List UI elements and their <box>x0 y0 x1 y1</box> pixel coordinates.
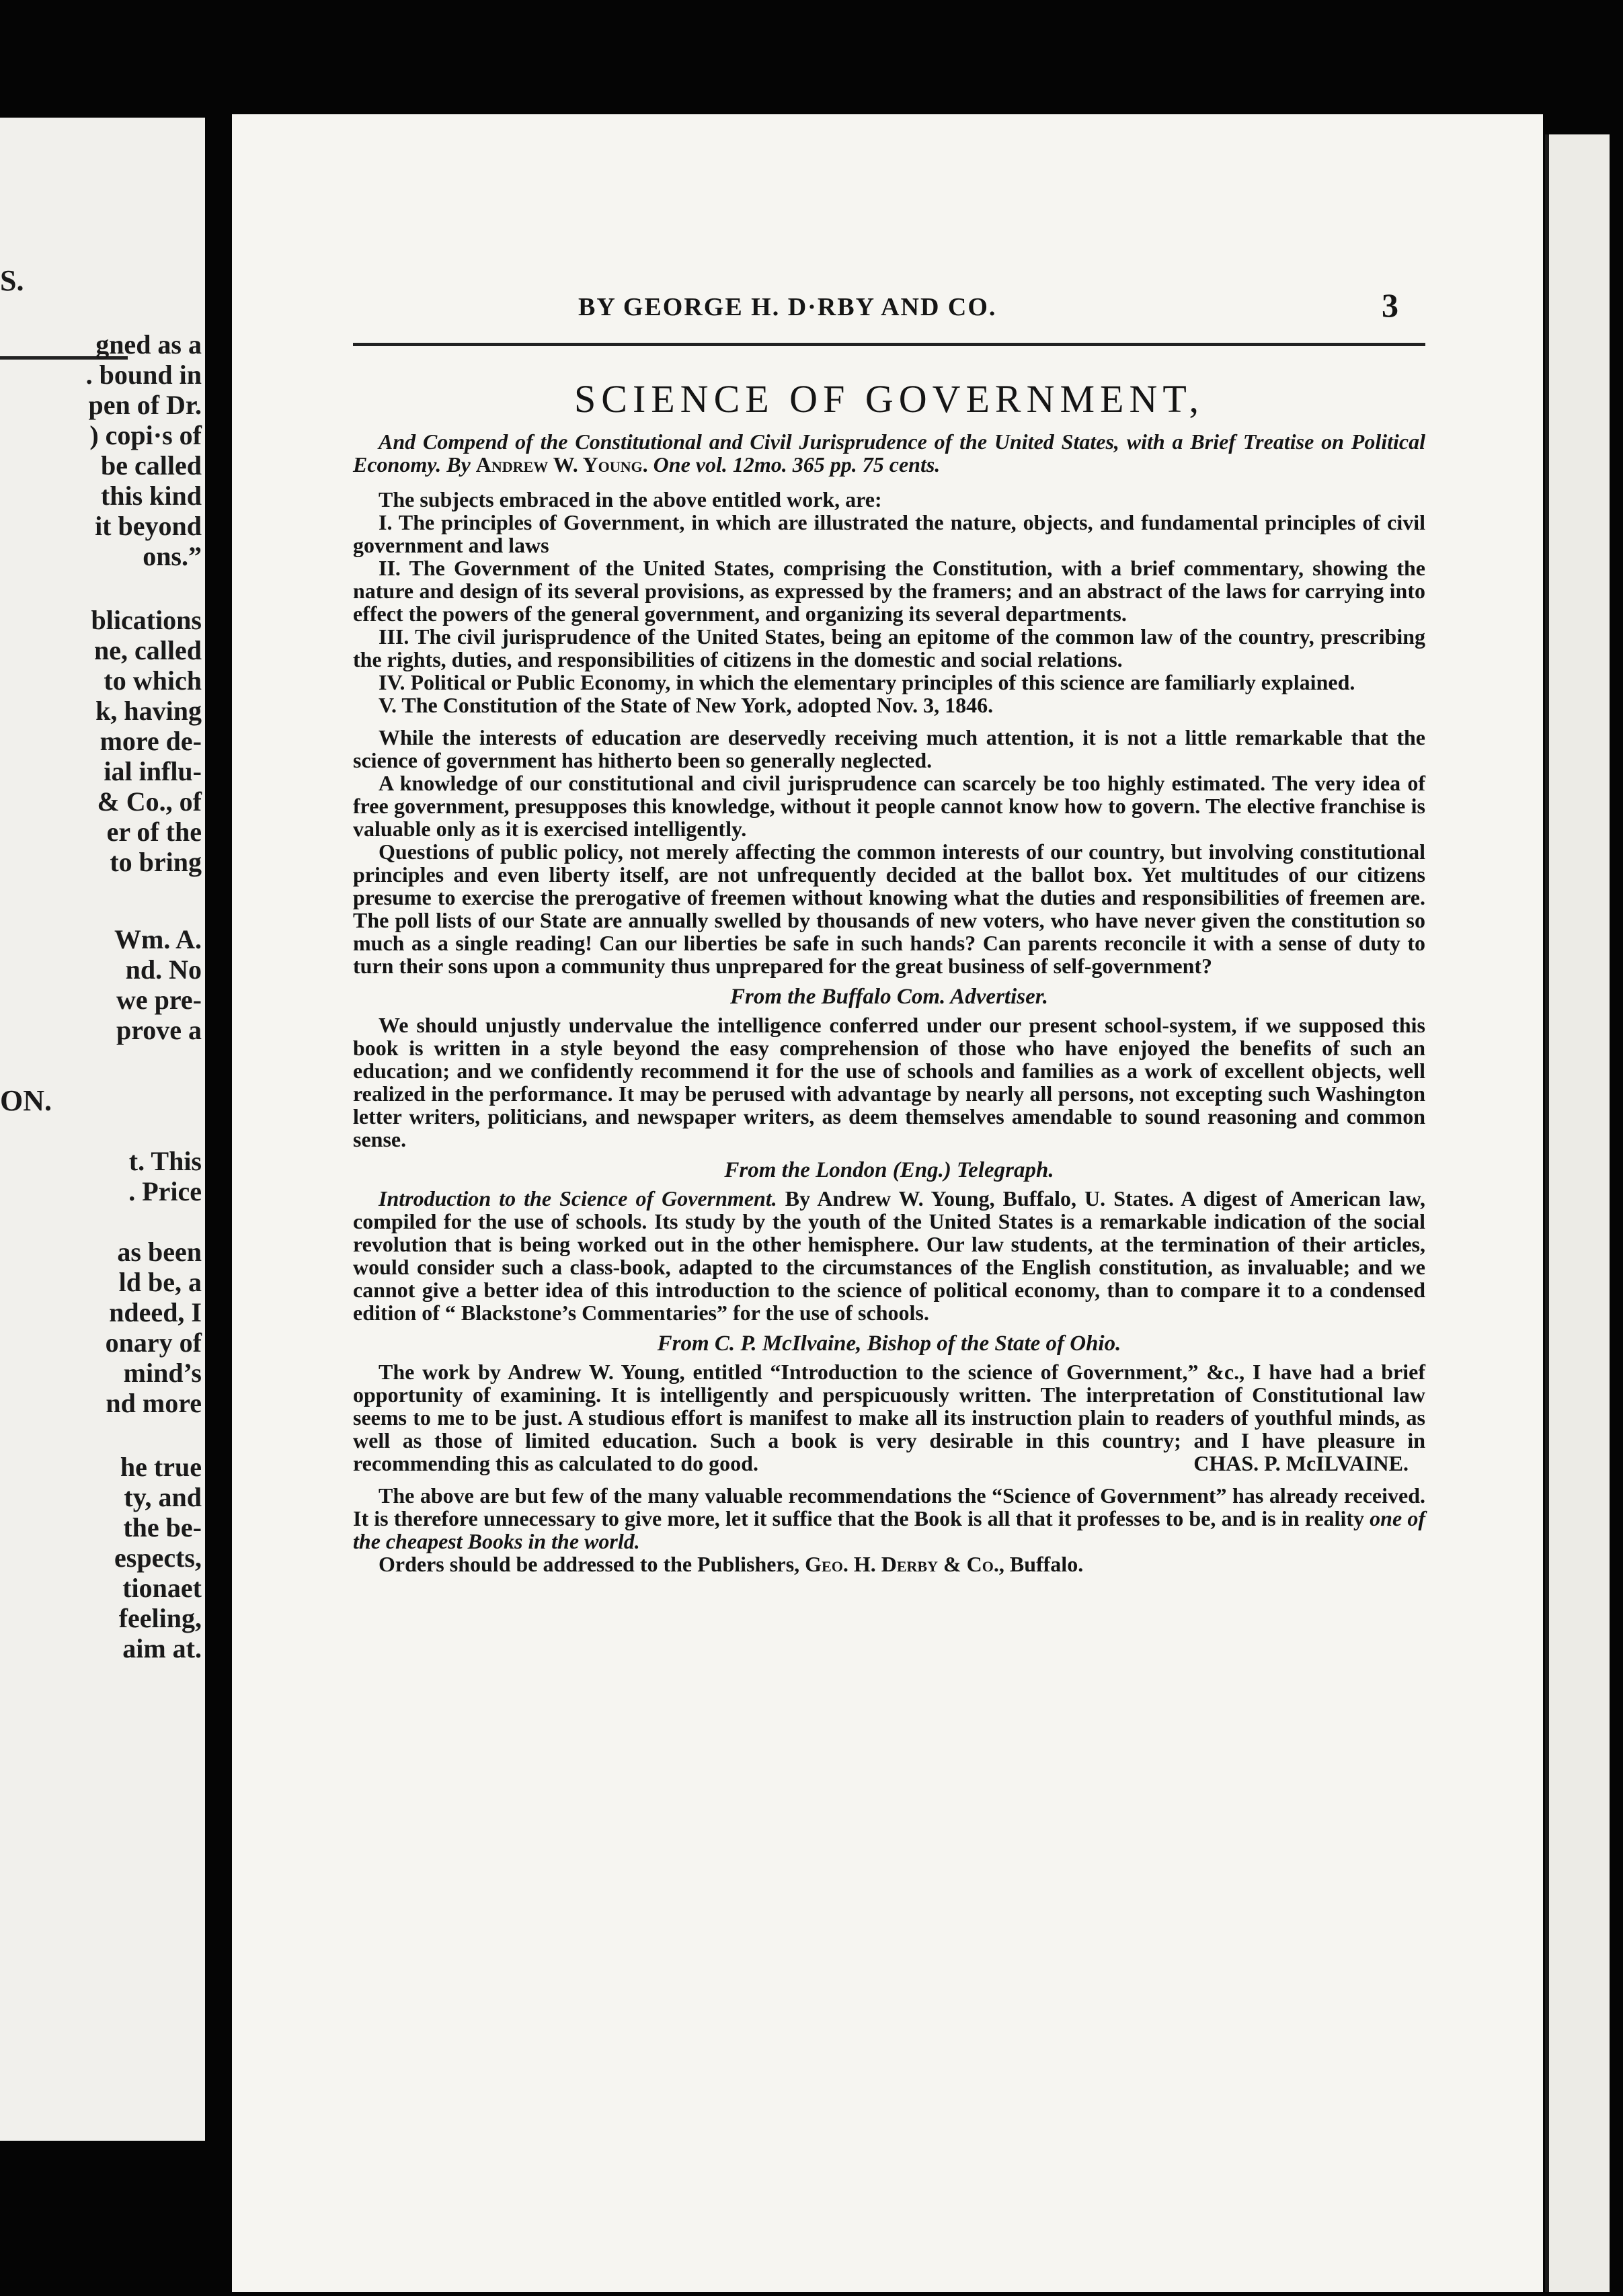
facing-page-fragment: ) copi·s of <box>89 420 202 450</box>
facing-page-left <box>0 118 205 2141</box>
facing-page-fragment: er of the <box>106 817 202 847</box>
publisher-name: Geo. H. Derby & Co. <box>805 1552 999 1576</box>
review-text: We should unjustly undervalue the intelligence conferred under our present school-system, if we supposed this book is written in a style beyond the easy comprehension of those who have enjoyed the benefits of such an education; and we confidently recommend it for the use of schools and families as a work of excellent objects, well realized in the performance. It may be perused with advantage by nearly all persons, not excepting such Washington letter writers, politicians, and newspaper writers, as deem themselves amendable to sound reasoning and common sense. <box>353 1013 1425 1151</box>
list-item: II. The Government of the United States, comprising the Constitution, with a brief commentary, showing the nature and design of its several provisions, as expressed by the framers; and an abstract of the laws for carrying into effect the powers of the general government, and organizing its several departments. <box>353 556 1425 626</box>
closing-emphasis: one of the cheapest Books in the world. <box>353 1506 1426 1553</box>
facing-page-fragment: mind’s <box>123 1358 202 1388</box>
review-signature: CHAS. P. McILVAINE. <box>1193 1451 1409 1475</box>
facing-page-fragment: it beyond <box>95 511 202 541</box>
review-text <box>353 1187 1425 1324</box>
subjects-intro: The subjects embraced in the above entitled work, are: <box>379 487 882 511</box>
facing-page-fragment: S. <box>0 264 24 297</box>
subtitle-by: By <box>446 452 471 477</box>
facing-page-fragment: ON. <box>0 1084 52 1117</box>
review-text: The work by Andrew W. Young, entitled “Introduction to the science of Government,” &c., I have had a brief opportunity of examining. It is intelligently and perspicuously written. The interpretation of Constitutional law seems to me to be just. A studious effort is manifest to make all its instruction plain to readers of youthful minds, as well as those of limited education. Such a book is very desirable in this country; and I have pleasure in recommending this as calculated to do good. <box>353 1360 1425 1475</box>
running-head <box>353 286 1425 339</box>
facing-page-fragment: prove a <box>116 1015 202 1045</box>
orders-line <box>353 1553 1425 1575</box>
subjects-list <box>353 511 1425 716</box>
list-item: III. The civil jurisprudence of the United States, being an epitome of the common law of the country, prescribing the rights, duties, and responsibilities of citizens in the domestic and social relations. <box>353 624 1425 671</box>
running-head-text: BY GEORGE H. D·RBY AND CO. <box>578 293 997 321</box>
advertisement-body <box>353 430 1425 1575</box>
facing-page-fragment: the be- <box>123 1512 202 1543</box>
facing-page-fragment: blications <box>91 605 202 635</box>
facing-page-fragment: he true <box>120 1452 202 1482</box>
book-page <box>232 114 1543 2292</box>
list-item: V. The Constitution of the State of New York, adopted Nov. 3, 1846. <box>379 693 994 717</box>
author-name: Andrew W. Young. <box>475 452 648 477</box>
facing-page-fragment: ons.” <box>143 541 202 571</box>
facing-page-fragment: ndeed, I <box>109 1297 202 1327</box>
facing-page-fragment: gned as a <box>95 329 202 360</box>
facing-page-fragment: tionaet <box>122 1573 202 1603</box>
facing-page-fragment: pen of Dr. <box>88 390 202 420</box>
orders-text: Orders should be addressed to the Publishers, <box>379 1552 805 1576</box>
facing-page-fragment: t. This <box>128 1146 202 1176</box>
facing-page-fragment: . bound in <box>85 360 202 390</box>
essay-paragraph: A knowledge of our constitutional and civil jurisprudence can scarcely be too highly estimated. The very idea of free government, presupposes this knowledge, without it people cannot know how to govern. The elective franchise is valuable only as it is exercised intelligently. <box>353 771 1425 841</box>
facing-page-fragment: as been <box>117 1237 202 1267</box>
facing-page-fragment: feeling, <box>118 1603 202 1633</box>
book-details: One vol. 12mo. 365 pp. 75 cents. <box>653 452 941 477</box>
facing-page-fragment: be called <box>101 450 202 481</box>
facing-page-fragment: ld be, a <box>118 1267 202 1297</box>
page-edge-right <box>1545 134 1610 2292</box>
facing-page-fragment: espects, <box>114 1543 202 1573</box>
facing-page-fragment: to bring <box>110 847 202 877</box>
facing-page-fragment: & Co., of <box>97 786 202 817</box>
review-source: From the Buffalo Com. Advertiser. <box>729 985 1049 1009</box>
facing-page-fragment: . Price <box>128 1176 202 1206</box>
facing-page-fragment: ne, called <box>94 635 202 665</box>
list-item: IV. Political or Public Economy, in which the elementary principles of this science are familiarly explained. <box>379 670 1355 694</box>
facing-page-fragment: nd. No <box>125 954 202 985</box>
review-lead: Introduction to the Science of Government. <box>379 1186 777 1211</box>
facing-page-fragment: aim at. <box>122 1633 202 1664</box>
facing-page-fragment: nd more <box>106 1388 202 1418</box>
closing-paragraph <box>353 1484 1425 1553</box>
closing-text: The above are but few of the many valuable recommendations the “Science of Government” has already received. It is therefore unnecessary to give more, let it suffice that the Book is all that it professes to be, and is in reality <box>353 1483 1425 1530</box>
facing-page-fragment: ial influ- <box>104 756 202 786</box>
subtitle-text: And Compend of the Constitutional and Civil Jurisprudence of the United States, with a Brief Treatise on Political Economy. <box>353 429 1425 477</box>
book-title: SCIENCE OF GOVERNMENT, <box>574 377 1204 421</box>
book-subtitle <box>353 430 1425 476</box>
facing-page-fragment: more de- <box>100 726 202 756</box>
orders-end: , Buffalo. <box>998 1552 1084 1576</box>
page-number: 3 <box>1382 286 1398 324</box>
facing-page-fragment: onary of <box>105 1327 202 1358</box>
review-body: By Andrew W. Young, Buffalo, U. States. A digest of American law, compiled for the use of schools. Its study by the youth of the United States is a remarkable indication of the social revolution that is being worked out in the other hemisphere. Our law students, at the termination of their articles, would consider such a class-book, adapted to the circumstances of the English constitution, as invaluable; and we cannot give a better idea of this introduction to the science of political economy, than to compare it to a condensed edition of “ Blackstone’s Commentaries” for the use of schools. <box>353 1186 1426 1325</box>
facing-page-fragment: we pre- <box>116 985 202 1015</box>
facing-page-fragment: Wm. A. <box>114 924 202 954</box>
essay-paragraph: While the interests of education are deservedly receiving much attention, it is not a little remarkable that the science of government has hitherto been so generally neglected. <box>353 725 1425 772</box>
facing-page-fragment: to which <box>104 665 202 696</box>
facing-page-fragment: k, having <box>95 696 202 726</box>
facing-page-fragment: ty, and <box>124 1482 202 1512</box>
facing-page-fragment: this kind <box>100 481 202 511</box>
list-item: I. The principles of Government, in which are illustrated the nature, objects, and fundamental principles of civil government and laws <box>353 510 1425 557</box>
review-source: From C. P. McIlvaine, Bishop of the State of Ohio. <box>657 1331 1121 1356</box>
essay-paragraph: Questions of public policy, not merely affecting the common interests of our country, but involving constitutional principles and even liberty itself, are not unfrequently decided at the ballot box. Yet multitudes of our citizens presume to exercise the prerogative of freemen without knowing what the duties and responsibilities of freemen are. The poll lists of our State are annually swelled by thousands of new voters, who have never given the constitution so much as a single reading! Can our liberties be safe in such hands? Can parents reconcile it with a sense of duty to turn their sons upon a community thus unprepared for the great business of self-government? <box>353 839 1425 978</box>
review-source: From the London (Eng.) Telegraph. <box>724 1158 1054 1182</box>
header-rule <box>353 343 1425 346</box>
